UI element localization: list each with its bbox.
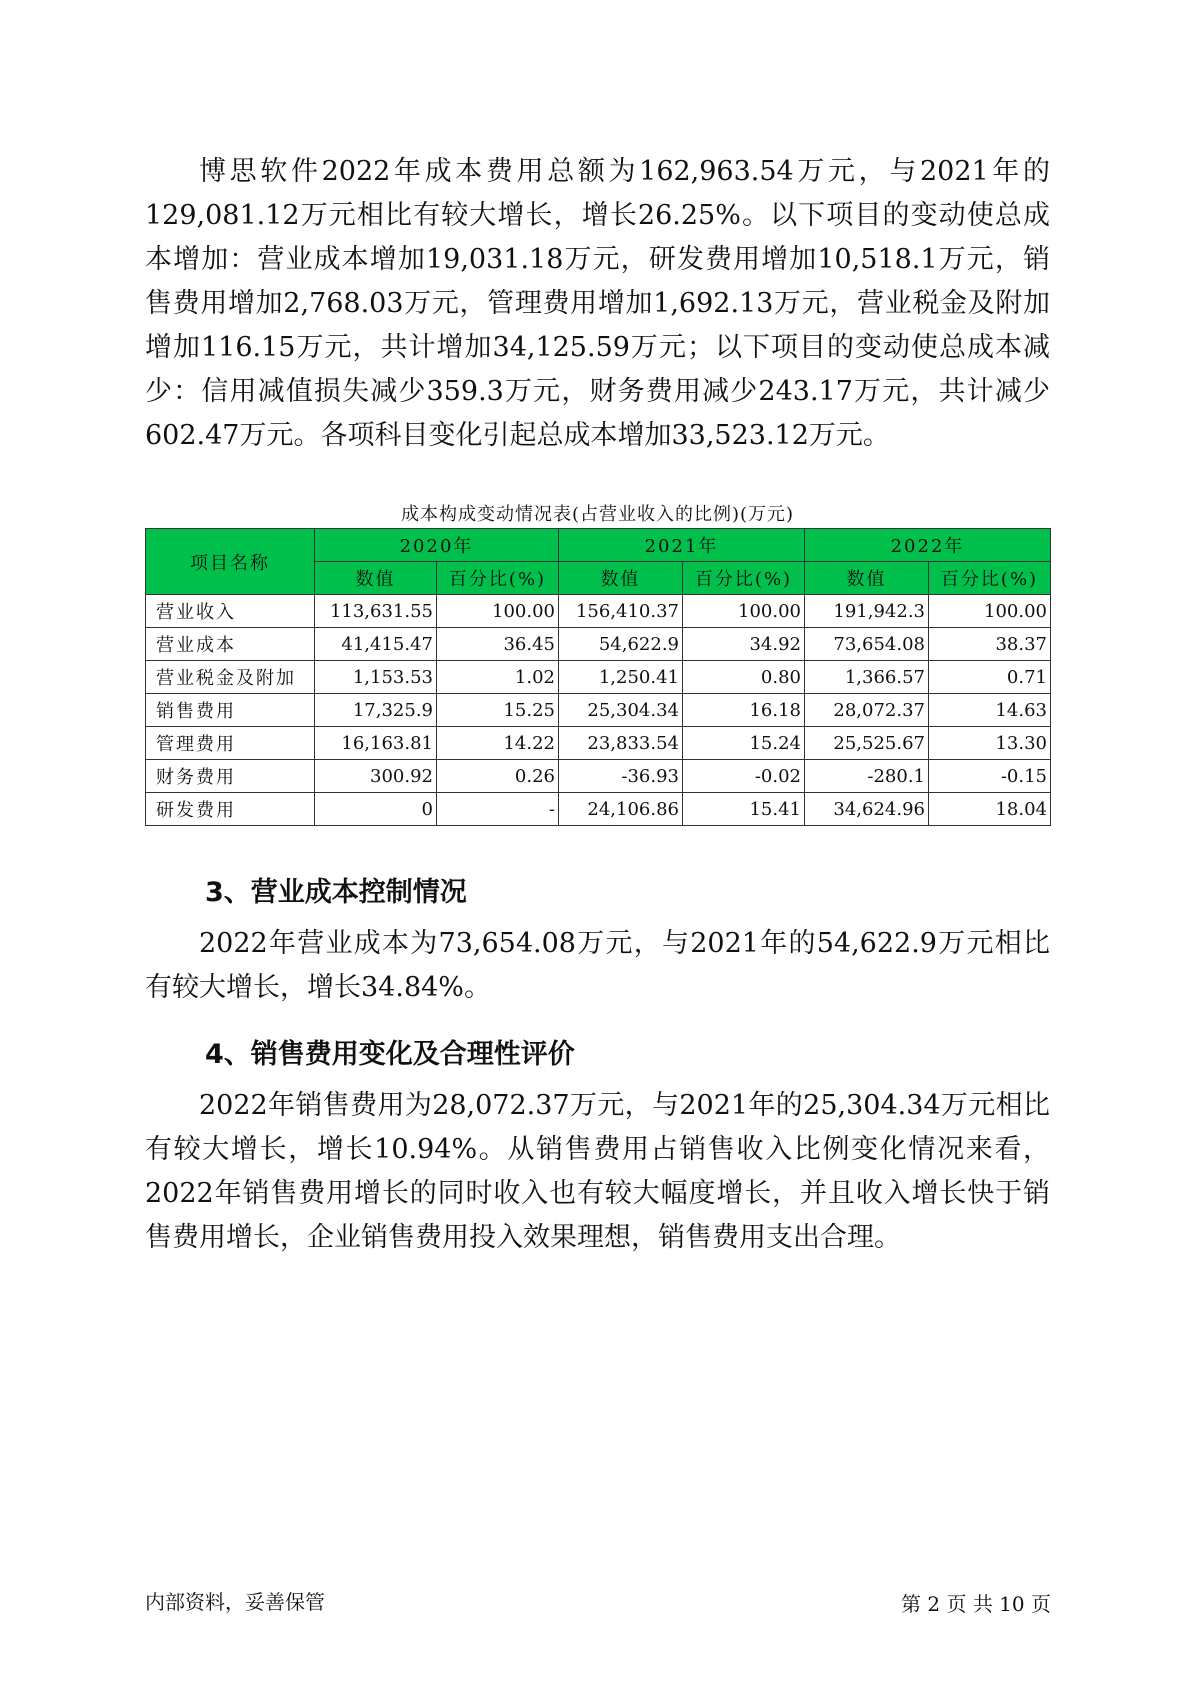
cell-value: 1,250.41 (559, 661, 683, 694)
row-label: 营业成本 (146, 628, 315, 661)
section-heading-cost-control: 3、营业成本控制情况 (205, 877, 467, 908)
cell-percent: 15.41 (683, 793, 805, 826)
cell-percent: 34.92 (683, 628, 805, 661)
table-row (146, 793, 1051, 826)
subheader-value: 数值 (805, 562, 929, 595)
cell-value: 1,153.53 (315, 661, 437, 694)
cell-percent: 0.71 (929, 661, 1051, 694)
row-label: 销售费用 (146, 694, 315, 727)
cell-value: 156,410.37 (559, 595, 683, 628)
paragraph-operating-cost: 2022年营业成本为73,654.08万元，与2021年的54,622.9万元相比有较大增长，增长34.84%。 (145, 928, 1050, 1003)
cell-percent: 0.26 (437, 760, 559, 793)
table-row (146, 595, 1051, 628)
row-label: 管理费用 (146, 727, 315, 760)
subheader-percent: 百分比(%) (683, 562, 805, 595)
cell-value: 17,325.9 (315, 694, 437, 727)
cell-value: 25,304.34 (559, 694, 683, 727)
cell-percent: 16.18 (683, 694, 805, 727)
header-year-2021: 2021年 (559, 529, 805, 562)
cell-value: 54,622.9 (559, 628, 683, 661)
cell-value: -280.1 (805, 760, 929, 793)
table-header-row (146, 529, 1051, 562)
cell-percent: 0.80 (683, 661, 805, 694)
row-label: 财务费用 (146, 760, 315, 793)
cell-value: 1,366.57 (805, 661, 929, 694)
footer-page-number: 第 2 页 共 10 页 (901, 1592, 1051, 1616)
cell-value: 191,942.3 (805, 595, 929, 628)
cell-percent: 15.24 (683, 727, 805, 760)
cell-value: 23,833.54 (559, 727, 683, 760)
row-label: 营业收入 (146, 595, 315, 628)
table-row (146, 628, 1051, 661)
table-row (146, 727, 1051, 760)
cell-value: 113,631.55 (315, 595, 437, 628)
cell-value: -36.93 (559, 760, 683, 793)
cell-percent: 36.45 (437, 628, 559, 661)
cell-percent: 38.37 (929, 628, 1051, 661)
cost-structure-table (145, 528, 1051, 826)
cell-value: 25,525.67 (805, 727, 929, 760)
table-row (146, 694, 1051, 727)
cell-value: 73,654.08 (805, 628, 929, 661)
cell-percent: - (437, 793, 559, 826)
cell-value: 28,072.37 (805, 694, 929, 727)
cell-percent: 15.25 (437, 694, 559, 727)
table-row (146, 760, 1051, 793)
header-year-2022: 2022年 (805, 529, 1051, 562)
row-label: 营业税金及附加 (146, 661, 315, 694)
table-caption: 成本构成变动情况表(占营业收入的比例)(万元) (400, 504, 795, 525)
cell-value: 16,163.81 (315, 727, 437, 760)
subheader-percent: 百分比(%) (929, 562, 1051, 595)
cell-value: 0 (315, 793, 437, 826)
cell-percent: 100.00 (437, 595, 559, 628)
cell-value: 300.92 (315, 760, 437, 793)
section-heading-sales-expense: 4、销售费用变化及合理性评价 (205, 1039, 575, 1070)
cell-percent: -0.02 (683, 760, 805, 793)
subheader-value: 数值 (315, 562, 437, 595)
cell-value: 24,106.86 (559, 793, 683, 826)
cell-percent: -0.15 (929, 760, 1051, 793)
cell-value: 34,624.96 (805, 793, 929, 826)
cell-percent: 18.04 (929, 793, 1051, 826)
table-row (146, 661, 1051, 694)
cell-percent: 14.22 (437, 727, 559, 760)
cell-percent: 1.02 (437, 661, 559, 694)
row-label: 研发费用 (146, 793, 315, 826)
subheader-percent: 百分比(%) (437, 562, 559, 595)
cell-percent: 100.00 (683, 595, 805, 628)
cell-percent: 13.30 (929, 727, 1051, 760)
paragraph-sales-expense: 2022年销售费用为28,072.37万元，与2021年的25,304.34万元相比有较大增长，增长10.94%。从销售费用占销售收入比例变化情况来看，2022年销售费用增长的同时收入也有较大幅度增长，并且收入增长快于销售费用增长，企业销售费用投入效果理想，销售费用支出合理。 (145, 1090, 1050, 1253)
paragraph-cost-summary: 博思软件2022年成本费用总额为162,963.54万元，与2021年的129,081.12万元相比有较大增长，增长26.25%。以下项目的变动使总成本增加：营业成本增加19,031.18万元，研发费用增加10,518.1万元，销售费用增加2,768.03万元，管理费用增加1,692.13万元，营业税金及附加增加116.15万元，共计增加34,125.59万元；以下项目的变动使总成本减少：信用减值损失减少359.3万元，财务费用减少243.17万元，共计减少602.47万元。各项科目变化引起总成本增加33,523.12万元。 (145, 156, 1050, 451)
footer-confidential-note: 内部资料，妥善保管 (145, 1590, 325, 1614)
header-item-name: 项目名称 (146, 529, 315, 595)
subheader-value: 数值 (559, 562, 683, 595)
cell-percent: 100.00 (929, 595, 1051, 628)
cell-value: 41,415.47 (315, 628, 437, 661)
header-year-2020: 2020年 (315, 529, 559, 562)
cell-percent: 14.63 (929, 694, 1051, 727)
